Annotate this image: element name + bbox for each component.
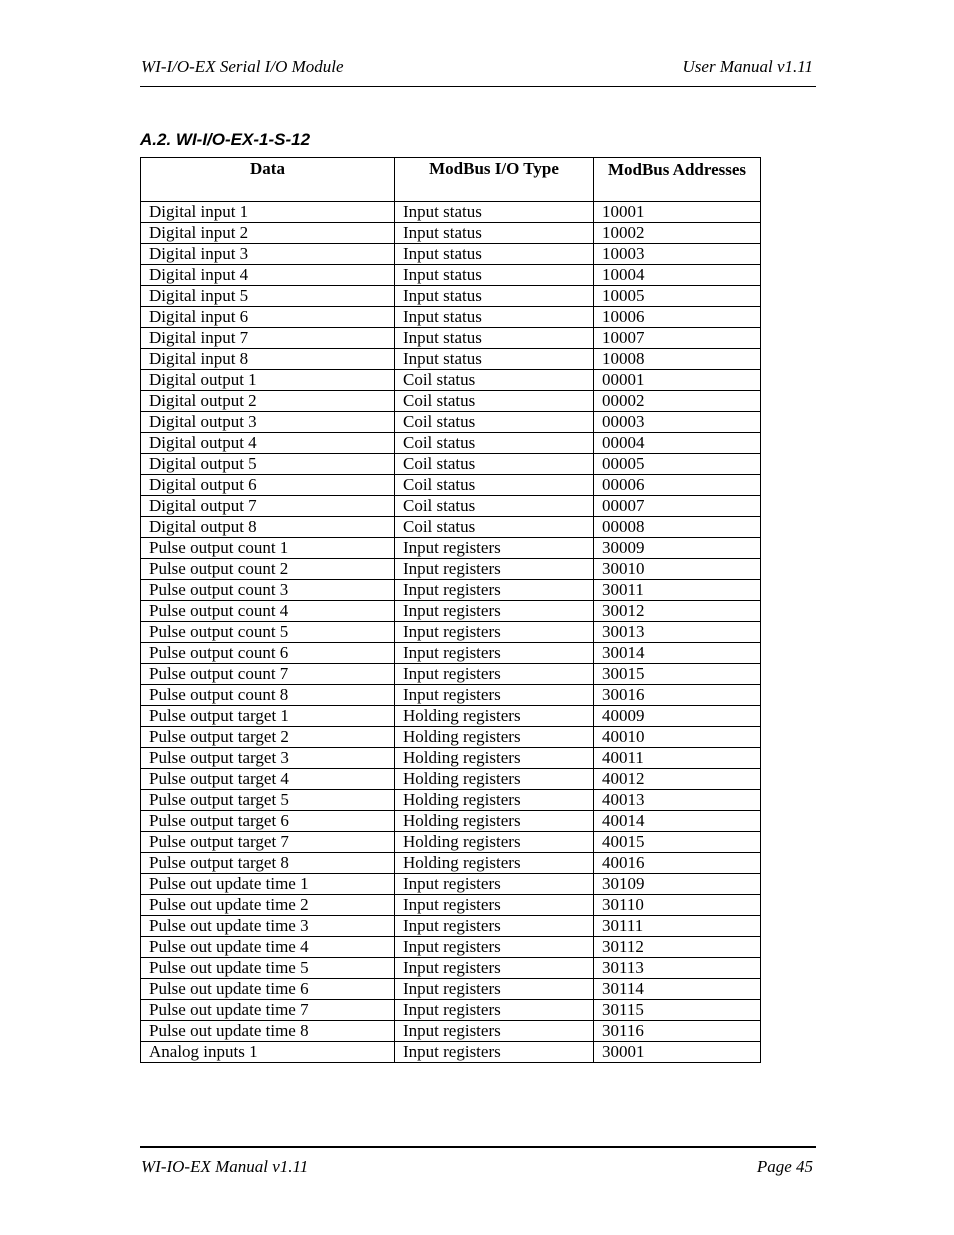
cell-data: Pulse output count 6 (141, 643, 395, 664)
cell-data: Pulse out update time 5 (141, 958, 395, 979)
table-row (141, 223, 761, 244)
cell-io-type: Input status (395, 328, 594, 349)
table-row (141, 328, 761, 349)
table-row (141, 391, 761, 412)
footer-page-number: Page 45 (756, 1157, 813, 1176)
table-row (141, 307, 761, 328)
table-row (141, 202, 761, 223)
column-header-addresses: ModBus Addresses (594, 158, 761, 202)
cell-io-type: Input registers (395, 559, 594, 580)
cell-io-type: Input status (395, 286, 594, 307)
column-header-data: Data (141, 158, 395, 202)
cell-data: Digital input 5 (141, 286, 395, 307)
table-row (141, 895, 761, 916)
table-row (141, 853, 761, 874)
cell-io-type: Coil status (395, 496, 594, 517)
cell-io-type: Input registers (395, 664, 594, 685)
cell-address: 10003 (594, 244, 761, 265)
cell-data: Digital output 5 (141, 454, 395, 475)
cell-io-type: Holding registers (395, 832, 594, 853)
cell-address: 10001 (594, 202, 761, 223)
cell-address: 30009 (594, 538, 761, 559)
cell-data: Pulse output target 8 (141, 853, 395, 874)
table-row (141, 517, 761, 538)
cell-data: Digital input 3 (141, 244, 395, 265)
cell-io-type: Holding registers (395, 790, 594, 811)
cell-io-type: Input registers (395, 643, 594, 664)
cell-address: 40015 (594, 832, 761, 853)
modbus-address-table (140, 157, 761, 1063)
table-row (141, 454, 761, 475)
cell-address: 10002 (594, 223, 761, 244)
cell-address: 00004 (594, 433, 761, 454)
cell-address: 30112 (594, 937, 761, 958)
table-row (141, 601, 761, 622)
cell-data: Pulse out update time 8 (141, 1021, 395, 1042)
cell-data: Pulse output target 5 (141, 790, 395, 811)
table-row (141, 580, 761, 601)
table-row (141, 874, 761, 895)
cell-address: 30113 (594, 958, 761, 979)
cell-address: 30110 (594, 895, 761, 916)
cell-io-type: Input registers (395, 1000, 594, 1021)
cell-address: 10008 (594, 349, 761, 370)
cell-io-type: Coil status (395, 454, 594, 475)
cell-io-type: Input registers (395, 916, 594, 937)
table-row (141, 916, 761, 937)
cell-io-type: Input registers (395, 1042, 594, 1063)
cell-address: 40012 (594, 769, 761, 790)
cell-address: 30015 (594, 664, 761, 685)
table-row (141, 559, 761, 580)
cell-data: Digital input 2 (141, 223, 395, 244)
cell-io-type: Holding registers (395, 727, 594, 748)
table-row (141, 937, 761, 958)
cell-data: Pulse output count 8 (141, 685, 395, 706)
cell-data: Pulse output count 5 (141, 622, 395, 643)
cell-address: 30016 (594, 685, 761, 706)
cell-data: Pulse output count 7 (141, 664, 395, 685)
cell-io-type: Holding registers (395, 769, 594, 790)
table-row (141, 727, 761, 748)
cell-data: Digital output 4 (141, 433, 395, 454)
table-row (141, 769, 761, 790)
cell-io-type: Coil status (395, 370, 594, 391)
cell-address: 40014 (594, 811, 761, 832)
cell-data: Pulse out update time 2 (141, 895, 395, 916)
cell-io-type: Coil status (395, 517, 594, 538)
cell-address: 00006 (594, 475, 761, 496)
table-row (141, 433, 761, 454)
cell-data: Pulse out update time 3 (141, 916, 395, 937)
cell-address: 10005 (594, 286, 761, 307)
cell-address: 10004 (594, 265, 761, 286)
cell-data: Digital output 1 (141, 370, 395, 391)
cell-address: 40011 (594, 748, 761, 769)
table-row (141, 370, 761, 391)
cell-io-type: Coil status (395, 475, 594, 496)
page-footer (140, 1146, 816, 1176)
cell-data: Pulse output count 3 (141, 580, 395, 601)
cell-address: 40010 (594, 727, 761, 748)
cell-address: 30114 (594, 979, 761, 1000)
footer-manual-title: WI-IO-EX Manual v1.11 (141, 1157, 309, 1176)
cell-data: Analog inputs 1 (141, 1042, 395, 1063)
cell-address: 00002 (594, 391, 761, 412)
cell-io-type: Input registers (395, 958, 594, 979)
section-title: A.2. WI-I/O-EX-1-S-12 (140, 130, 311, 149)
table-row (141, 412, 761, 433)
cell-data: Pulse output count 2 (141, 559, 395, 580)
header-manual-version: User Manual v1.11 (682, 57, 813, 76)
cell-address: 10007 (594, 328, 761, 349)
cell-io-type: Holding registers (395, 706, 594, 727)
cell-io-type: Input registers (395, 937, 594, 958)
cell-io-type: Input status (395, 244, 594, 265)
cell-address: 30001 (594, 1042, 761, 1063)
cell-data: Pulse output target 3 (141, 748, 395, 769)
cell-io-type: Input status (395, 223, 594, 244)
cell-io-type: Input registers (395, 538, 594, 559)
cell-data: Pulse output count 4 (141, 601, 395, 622)
cell-io-type: Input registers (395, 895, 594, 916)
cell-io-type: Input registers (395, 874, 594, 895)
cell-data: Pulse output target 2 (141, 727, 395, 748)
table-row (141, 664, 761, 685)
cell-io-type: Input registers (395, 685, 594, 706)
cell-data: Pulse output target 6 (141, 811, 395, 832)
table-row (141, 790, 761, 811)
cell-data: Pulse output count 1 (141, 538, 395, 559)
cell-data: Digital output 7 (141, 496, 395, 517)
cell-io-type: Holding registers (395, 811, 594, 832)
table-header-row (141, 158, 761, 202)
cell-data: Digital input 1 (141, 202, 395, 223)
cell-io-type: Input registers (395, 580, 594, 601)
cell-io-type: Holding registers (395, 748, 594, 769)
table-row (141, 643, 761, 664)
cell-address: 40013 (594, 790, 761, 811)
cell-data: Digital output 3 (141, 412, 395, 433)
cell-address: 30116 (594, 1021, 761, 1042)
cell-io-type: Input registers (395, 601, 594, 622)
cell-data: Pulse out update time 6 (141, 979, 395, 1000)
cell-io-type: Input status (395, 265, 594, 286)
table-row (141, 1042, 761, 1063)
cell-data: Pulse out update time 1 (141, 874, 395, 895)
table-row (141, 265, 761, 286)
header-module-title: WI-I/O-EX Serial I/O Module (141, 57, 344, 76)
table-row (141, 496, 761, 517)
cell-io-type: Input status (395, 202, 594, 223)
cell-data: Pulse output target 1 (141, 706, 395, 727)
cell-io-type: Input registers (395, 1021, 594, 1042)
table-row (141, 685, 761, 706)
cell-address: 00008 (594, 517, 761, 538)
cell-data: Pulse output target 7 (141, 832, 395, 853)
cell-data: Digital input 6 (141, 307, 395, 328)
column-header-io-type: ModBus I/O Type (395, 158, 594, 202)
cell-data: Digital input 4 (141, 265, 395, 286)
table-row (141, 748, 761, 769)
cell-address: 00003 (594, 412, 761, 433)
cell-address: 30010 (594, 559, 761, 580)
cell-data: Pulse output target 4 (141, 769, 395, 790)
table-row (141, 979, 761, 1000)
table-row (141, 622, 761, 643)
table-row (141, 958, 761, 979)
table-row (141, 349, 761, 370)
page-header (140, 56, 816, 87)
table-row (141, 706, 761, 727)
cell-address: 30013 (594, 622, 761, 643)
cell-address: 30011 (594, 580, 761, 601)
cell-address: 30111 (594, 916, 761, 937)
cell-address: 10006 (594, 307, 761, 328)
table-row (141, 538, 761, 559)
cell-data: Digital input 7 (141, 328, 395, 349)
cell-io-type: Input registers (395, 622, 594, 643)
table-row (141, 475, 761, 496)
cell-address: 40009 (594, 706, 761, 727)
table-row (141, 811, 761, 832)
cell-data: Digital output 6 (141, 475, 395, 496)
cell-io-type: Input registers (395, 979, 594, 1000)
cell-address: 30012 (594, 601, 761, 622)
cell-data: Pulse out update time 4 (141, 937, 395, 958)
table-row (141, 1000, 761, 1021)
cell-address: 00005 (594, 454, 761, 475)
cell-io-type: Coil status (395, 412, 594, 433)
cell-data: Pulse out update time 7 (141, 1000, 395, 1021)
cell-data: Digital output 2 (141, 391, 395, 412)
cell-address: 00007 (594, 496, 761, 517)
cell-address: 30109 (594, 874, 761, 895)
table-body (141, 202, 761, 1063)
cell-data: Digital output 8 (141, 517, 395, 538)
cell-io-type: Coil status (395, 433, 594, 454)
table-row (141, 832, 761, 853)
cell-address: 00001 (594, 370, 761, 391)
cell-io-type: Input status (395, 307, 594, 328)
table-row (141, 1021, 761, 1042)
cell-address: 30014 (594, 643, 761, 664)
cell-data: Digital input 8 (141, 349, 395, 370)
cell-address: 30115 (594, 1000, 761, 1021)
table-row (141, 286, 761, 307)
cell-io-type: Coil status (395, 391, 594, 412)
cell-io-type: Holding registers (395, 853, 594, 874)
cell-io-type: Input status (395, 349, 594, 370)
cell-address: 40016 (594, 853, 761, 874)
table-row (141, 244, 761, 265)
